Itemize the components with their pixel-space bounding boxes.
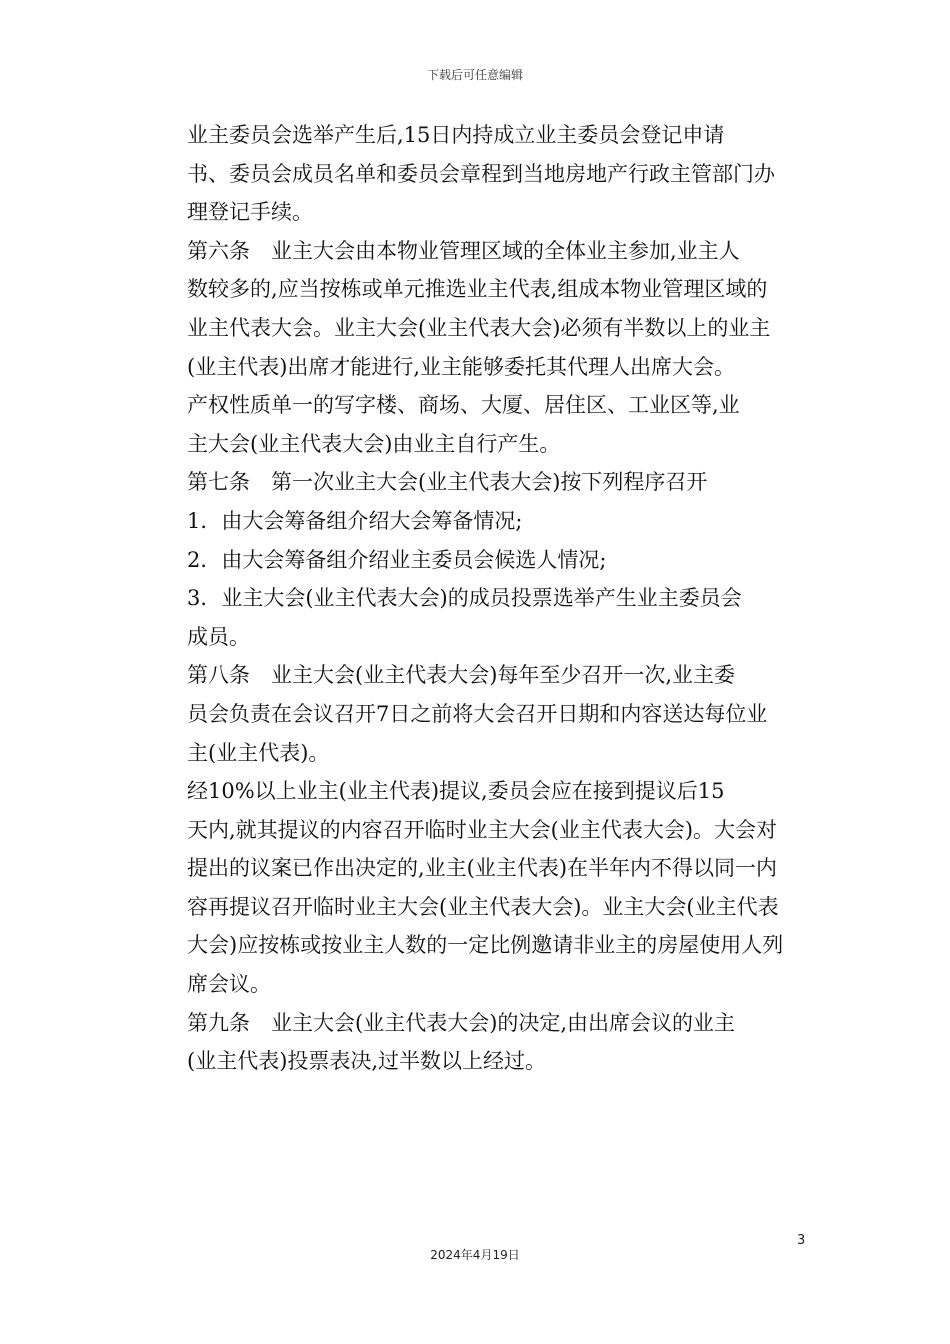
paragraph: [145, 116, 807, 232]
footer-date: 2024年4月19日: [430, 1248, 520, 1262]
text-line: 容再提议召开临时业主大会(业主代表大会)。业主大会(业主代表: [187, 894, 779, 919]
text-line: 主(业主代表)。: [187, 740, 330, 765]
paragraph: [145, 386, 807, 463]
text-line: 书、委员会成员名单和委员会章程到当地房地产行政主管部门办: [187, 161, 775, 186]
text-line: 大会)应按栋或按业主人数的一定比例邀请非业主的房屋使用人列: [187, 933, 784, 958]
page-number: 3: [797, 1233, 806, 1248]
text-line: 席会议。: [187, 972, 271, 997]
text-line: 业主委员会选举产生后,15日内持成立业主委员会登记申请: [187, 123, 725, 147]
list-item: [145, 502, 807, 541]
text-line: 成员。: [187, 624, 250, 649]
paragraph-article-7: [145, 463, 807, 502]
document-body: [145, 116, 807, 1081]
text-line: 经10%以上业主(业主代表)提议,委员会应在接到提议后15: [187, 779, 725, 804]
text-line: 业主代表大会。业主大会(业主代表大会)必须有半数以上的业主: [187, 315, 771, 340]
text-line: 第七条 第一次业主大会(业主代表大会)按下列程序召开: [187, 470, 708, 495]
text-line: 数较多的,应当按栋或单元推选业主代表,组成本物业管理区域的: [187, 277, 768, 302]
text-line: 第六条 业主大会由本物业管理区域的全体业主参加,业主人: [187, 238, 740, 263]
page-header: 下载后可任意编辑: [426, 68, 523, 82]
list-item: [145, 541, 807, 580]
text-line: 1．由大会筹备组介绍大会筹备情况;: [187, 508, 523, 533]
text-line: 提出的议案已作出决定的,业主(业主代表)在半年内不得以同一内: [187, 856, 778, 881]
text-line: 天内,就其提议的内容召开临时业主大会(业主代表大会)。大会对: [187, 817, 778, 842]
text-line: 3．业主大会(业主代表大会)的成员投票选举产生业主委员会: [187, 586, 742, 611]
text-line: 理登记手续。: [187, 200, 313, 225]
text-line: 第八条 业主大会(业主代表大会)每年至少召开一次,业主委: [187, 663, 736, 688]
text-line: 2．由大会筹备组介绍业主委员会候选人情况;: [187, 547, 607, 572]
text-line: 员会负责在会议召开7日之前将大会召开日期和内容送达每位业: [187, 701, 768, 726]
text-line: (业主代表)出席才能进行,业主能够委托其代理人出席大会。: [187, 354, 736, 379]
paragraph-article-8: [145, 656, 807, 772]
text-line: (业主代表)投票表决,过半数以上经过。: [187, 1049, 547, 1074]
paragraph-article-6: [145, 232, 807, 386]
paragraph-article-9: [145, 1004, 807, 1081]
list-item: [145, 579, 807, 656]
text-line: 第九条 业主大会(业主代表大会)的决定,由出席会议的业主: [187, 1010, 736, 1035]
text-line: 主大会(业主代表大会)由业主自行产生。: [187, 431, 561, 456]
paragraph: [145, 772, 807, 1004]
text-line: 产权性质单一的写字楼、商场、大厦、居住区、工业区等,业: [187, 393, 740, 418]
